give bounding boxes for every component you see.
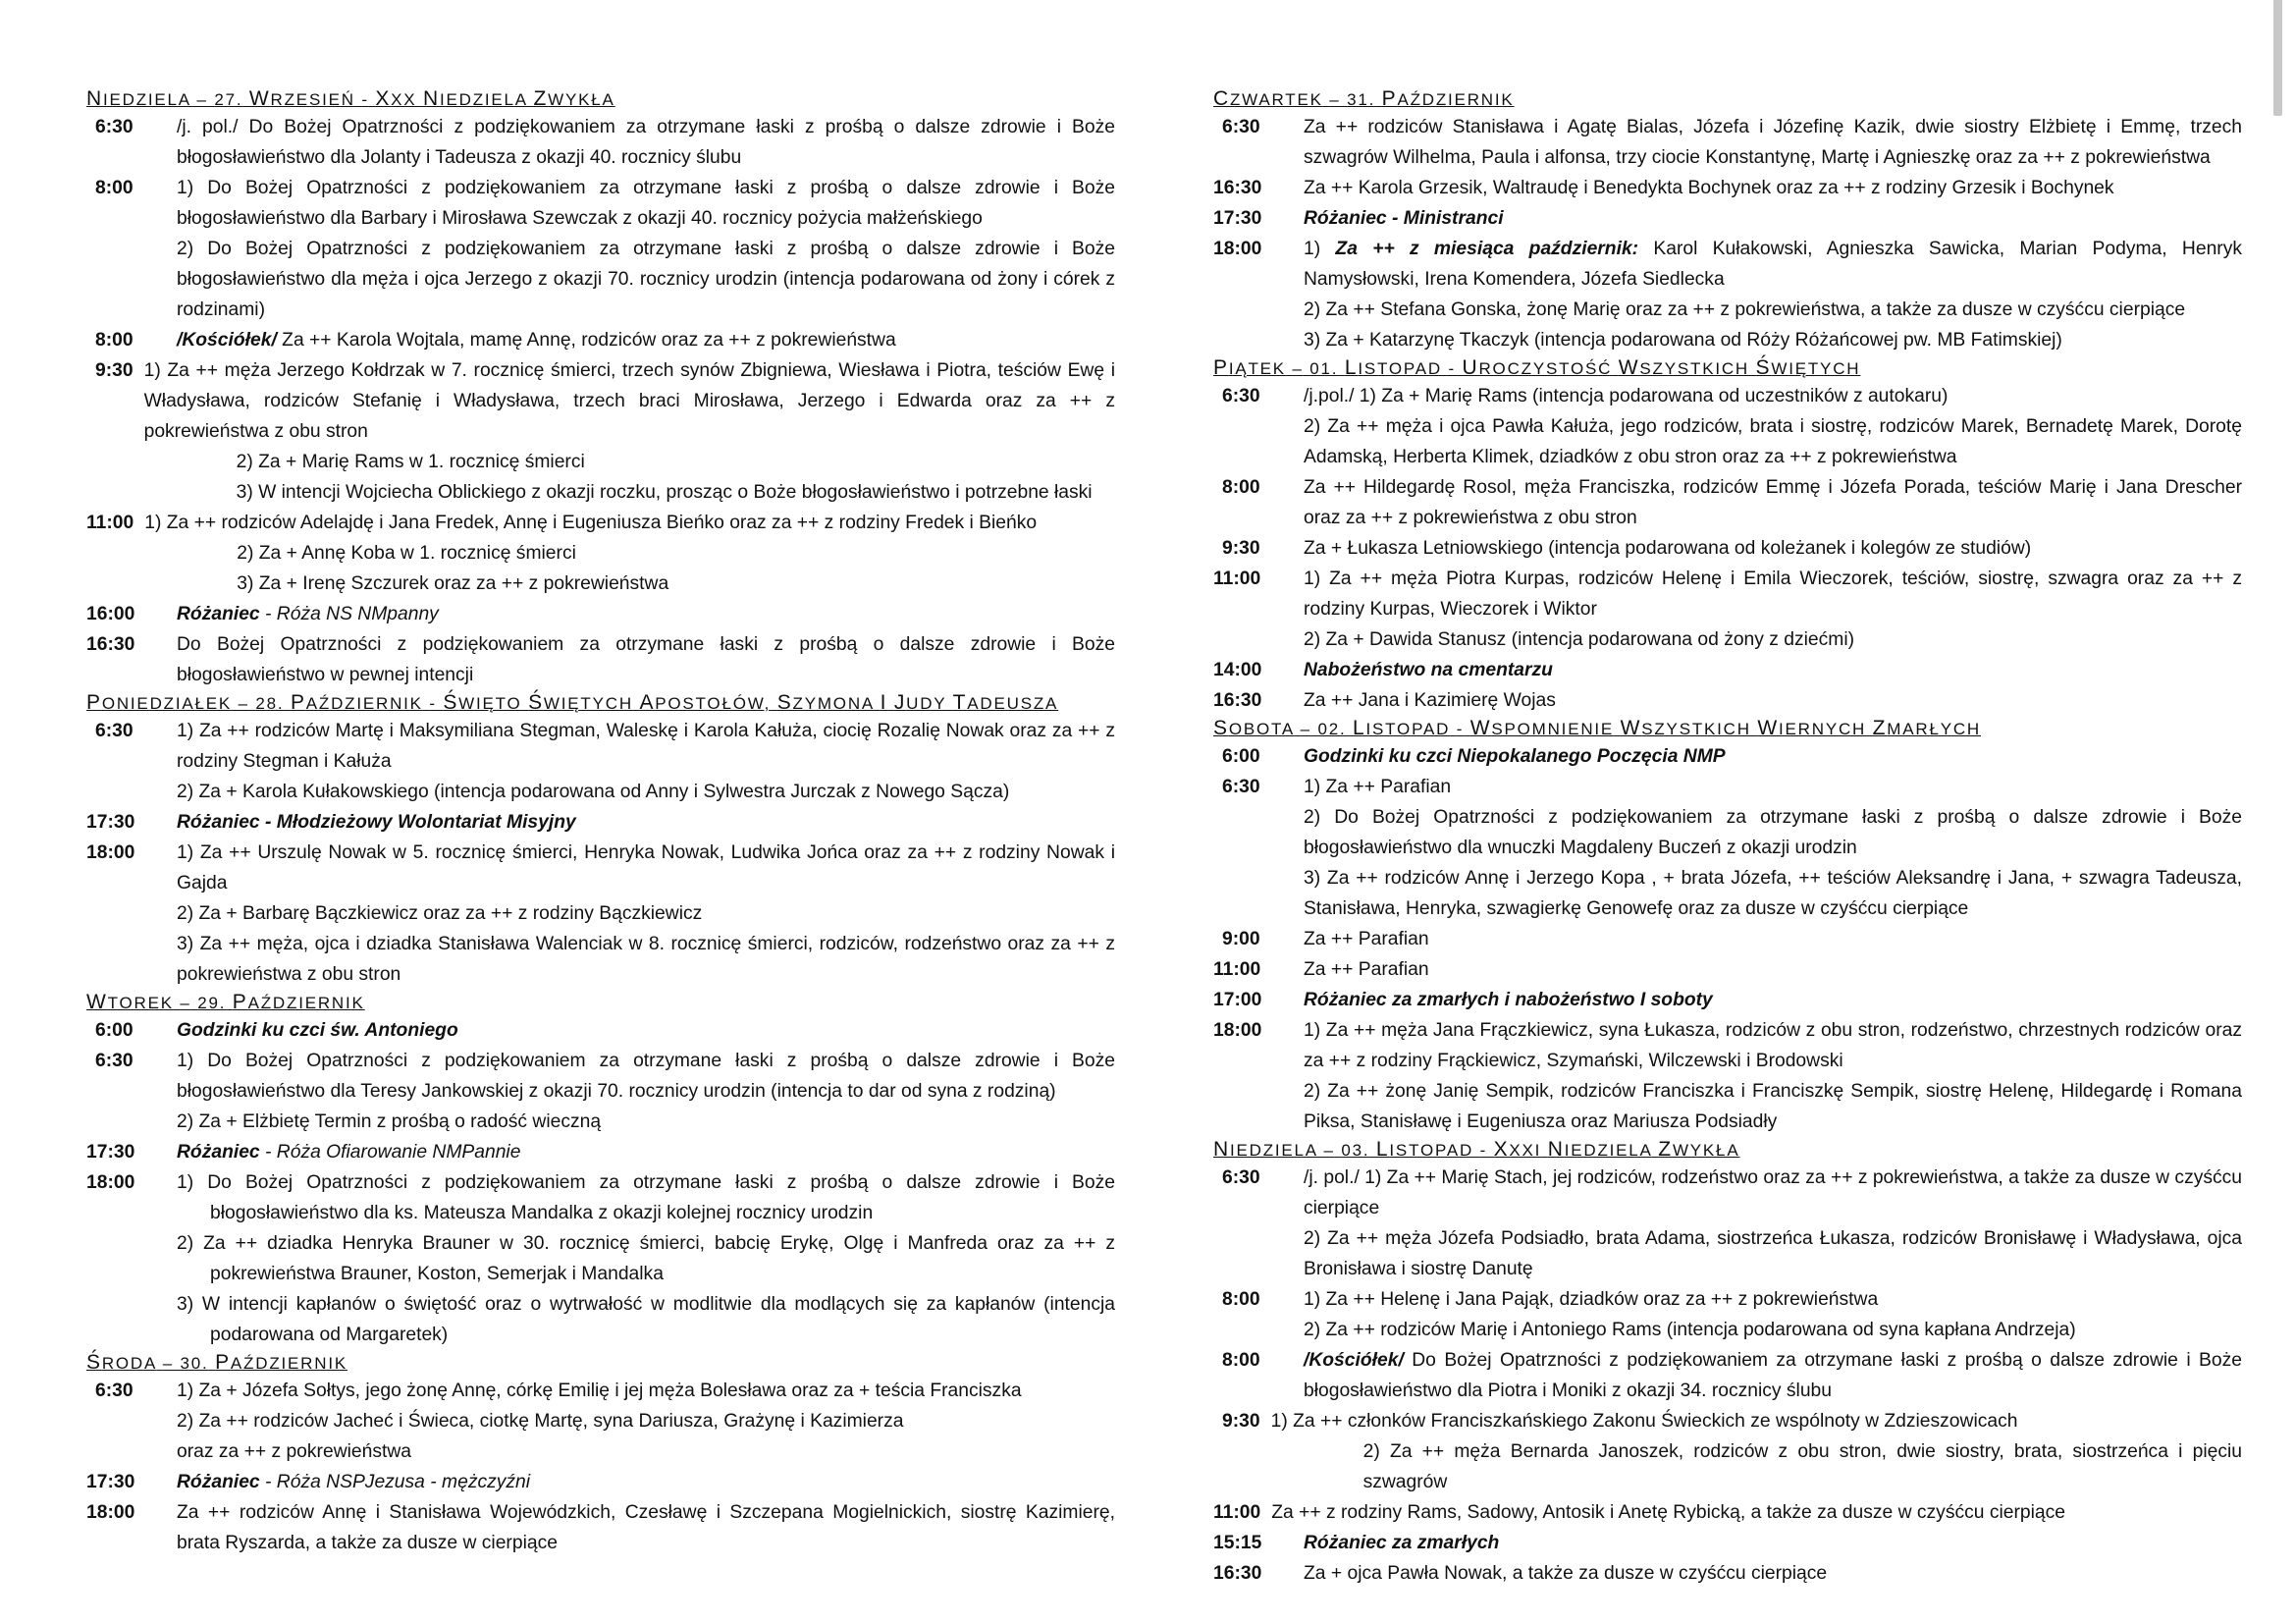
- mass-intentions: [1304, 1163, 2242, 1284]
- service-name: Różaniec - Ministranci: [1304, 208, 1504, 229]
- intention-content: Za + ojca Pawła Nowak, a także za dusze w czyśćcu cierpiące: [1304, 1563, 1828, 1584]
- header-initial: Ś: [443, 691, 459, 714]
- mass-time: 11:00: [86, 513, 134, 533]
- intention-text: [177, 1376, 1115, 1406]
- month-heading: Za ++ z miesiąca październik:: [1335, 239, 1654, 259]
- mass-time: 16:30: [1213, 1563, 1262, 1584]
- mass-entry: [1213, 741, 2242, 772]
- header-initial: N: [1213, 1138, 1230, 1161]
- mass-intentions: [144, 355, 1115, 508]
- header-initial: I: [880, 691, 888, 714]
- intention-content: 2) Za ++ męża Bernarda Janoszek, rodziców z obu stron, dwie siostry, brata, siostrzeńca i pięciu szwagrów: [1362, 1441, 2242, 1492]
- mass-entry: [86, 1015, 1115, 1046]
- service-title: [177, 1467, 1115, 1497]
- intention-content: 2) Za + Annę Koba w 1. rocznicę śmierci: [237, 543, 576, 564]
- mass-time: 9:30: [95, 360, 133, 381]
- mass-time: 6:30: [1222, 1167, 1260, 1188]
- intention-text: [144, 538, 1115, 568]
- header-initial: W: [1618, 356, 1640, 379]
- service-title: [1304, 1528, 2242, 1558]
- mass-intentions: [177, 173, 1115, 325]
- header-initial: P: [232, 991, 248, 1013]
- mass-time: 9:30: [1222, 1411, 1260, 1432]
- service-title: [1304, 741, 2242, 772]
- mass-time: 6:00: [95, 1020, 133, 1041]
- service-name: Różaniec: [177, 1472, 260, 1492]
- intention-content: Za + Łukasza Letniowskiego (intencja podarowana od koleżanek i kolegów ze studiów): [1304, 538, 2032, 559]
- header-initial: Ś: [528, 691, 544, 714]
- service-title: [177, 1137, 1115, 1167]
- mass-intentions: [1304, 472, 2242, 533]
- intention-content: 1) Za ++ rodziców Martę i Maksymiliana Stegman, Waleskę i Karola Kałuża, ciocię Rozalię Nowak oraz za ++ z rodziny Stegman i Kałuża: [177, 721, 1115, 772]
- mass-intentions: [177, 599, 1115, 629]
- header-initial: W: [86, 991, 108, 1013]
- intention-text: [177, 1497, 1115, 1558]
- intention-content: 2) Za ++ rodziców Marię i Antoniego Rams (intencja podarowana od syna kapłana Andrzeja): [1304, 1320, 2076, 1340]
- intention-text: [177, 1167, 1115, 1228]
- mass-intentions: [1271, 1497, 2242, 1528]
- mass-time: 17:00: [1213, 990, 1262, 1010]
- intention-text: [177, 898, 1115, 929]
- intention-content: 1) Za ++ członków Franciszkańskiego Zakonu Świeckich ze wspólnoty w Zdzieszowicach: [1270, 1411, 2018, 1432]
- intention-text: [1271, 1497, 2242, 1528]
- mass-intentions: [177, 1497, 1115, 1558]
- mass-intentions: [1304, 203, 2242, 234]
- mass-intentions: [144, 508, 1115, 599]
- service-name: Godzinki ku czci Niepokalanego Poczęcia NMP: [1304, 746, 1726, 767]
- mass-entry: [1213, 1015, 2242, 1137]
- mass-intentions: [177, 1167, 1115, 1350]
- intention-content: 3) Za + Irenę Szczurek oraz za ++ z pokrewieństwa: [237, 573, 669, 594]
- mass-intentions: [177, 716, 1115, 807]
- mass-entry: [1213, 1528, 2242, 1558]
- mass-entry: [1213, 112, 2242, 173]
- mass-entry: [86, 1046, 1115, 1137]
- mass-intentions: [177, 1137, 1115, 1167]
- service-title: [177, 599, 1115, 629]
- mass-entry: [86, 599, 1115, 629]
- day-header: SOBOTA – 02. LISTOPAD - WSPOMNIENIE WSZYSTKICH WIERNYCH ZMARŁYCH: [1213, 717, 1982, 739]
- header-initial: Ś: [86, 1351, 102, 1374]
- header-initial: N: [1547, 1138, 1565, 1161]
- header-initial: Z: [1658, 1138, 1673, 1161]
- header-initial: Ś: [1755, 356, 1772, 379]
- intention-content: Za ++ rodziców Annę i Stanisława Wojewódzkich, Czesławę i Szczepana Mogielnickich, siostrę Kazimierę, brata Ryszarda, a także za dusze w cierpiące: [177, 1502, 1115, 1553]
- mass-intentions: [1304, 1558, 2242, 1589]
- header-initial: P: [290, 691, 306, 714]
- mass-time: 6:00: [1222, 746, 1260, 767]
- mass-entry: [1213, 685, 2242, 716]
- mass-intentions: [177, 112, 1115, 173]
- intention-text: [1304, 802, 2242, 863]
- scrollbar[interactable]: [2273, 0, 2282, 116]
- intention-text: 1) Za ++ z miesiąca październik: Karol Kułakowski, Agnieszka Sawicka, Marian Podyma, Henryk Namysłowski, Irena Komendera, Józefa Siedlecka: [1304, 239, 2242, 290]
- intention-content: 3) Za ++ rodziców Annę i Jerzego Kopa , + brata Józefa, ++ teściów Aleksandrę i Jana, + szwagra Tadeusza, Stanisława, Henryka, szwagierkę Genowefę oraz za dusze w czyśćcu cierpiące: [1304, 868, 2242, 919]
- intention-text: [177, 1406, 1115, 1436]
- intention-text: [177, 1289, 1115, 1350]
- mass-entry: [1213, 1345, 2242, 1406]
- header-initial: U: [1462, 356, 1479, 379]
- intention-text: [177, 1436, 1115, 1467]
- service-name: Różaniec za zmarłych: [1304, 1533, 1500, 1553]
- mass-entry: [1213, 772, 2242, 924]
- day-header: NIEDZIELA – 27. WRZESIEŃ - XXX NIEDZIELA ZWYKŁA: [86, 87, 615, 110]
- mass-intentions: [1304, 1284, 2242, 1345]
- mass-time: 18:00: [86, 1502, 135, 1523]
- mass-entry: [1213, 173, 2242, 203]
- header-initial: P: [215, 1351, 231, 1374]
- intention-text: [177, 1107, 1115, 1137]
- mass-entry: [1213, 564, 2242, 655]
- mass-time: 8:00: [1222, 1289, 1260, 1310]
- intention-text: [1304, 411, 2242, 472]
- header-initial: S: [776, 691, 793, 714]
- mass-entry: [1213, 1406, 2242, 1497]
- mass-entry: [86, 807, 1115, 838]
- intention-text: [1304, 1163, 2242, 1223]
- mass-intentions: [1304, 772, 2242, 924]
- mass-intentions: [177, 1467, 1115, 1497]
- intention-content: 1) Za ++ Urszulę Nowak w 5. rocznicę śmierci, Henryka Nowak, Ludwika Jońca oraz za ++ z rodziny Nowak i Gajda: [177, 842, 1115, 893]
- intention-text: [144, 447, 1115, 477]
- intention-content: 1) Za ++ Helenę i Jana Pająk, dziadków oraz za ++ z pokrewieństwa: [1304, 1289, 1879, 1310]
- intention-text: [144, 508, 1115, 538]
- intention-text: [1304, 325, 2242, 355]
- intention-content: 3) W intencji Wojciecha Oblickiego z okazji roczku, prosząc o Boże błogosławieństwo i potrzebne łaski: [236, 482, 1093, 503]
- mass-intentions: [1304, 1345, 2242, 1406]
- intention-content: 1) Do Bożej Opatrzności z podziękowaniem za otrzymane łaski z prośbą o dalsze zdrowie i Boże błogosławieństwo dla Teresy Jankowskiej z okazji 70. rocznicy urodzin (intencja to dar od syna z rodziną): [177, 1051, 1115, 1102]
- intention-content: 2) Do Bożej Opatrzności z podziękowaniem za otrzymane łaski z prośbą o dalsze zdrowie i Boże błogosławieństwo dla męża i ojca Jerzego z okazji 70. rocznicy urodzin (intencja podarowana od żony i córek z rodzinami): [177, 239, 1115, 320]
- header-initial: L: [1344, 356, 1359, 379]
- header-initial: P: [1213, 356, 1229, 379]
- intention-text: [177, 929, 1115, 990]
- service-name: Różaniec: [177, 1142, 260, 1163]
- header-initial: Z: [533, 87, 549, 110]
- header-initial: X: [375, 87, 392, 110]
- intention-text: [1304, 472, 2242, 533]
- intention-text: [1304, 173, 2242, 203]
- mass-time: 17:30: [1213, 208, 1262, 229]
- mass-entry: [86, 508, 1115, 599]
- service-name: Różaniec - Młodzieżowy Wolontariat Misyjny: [177, 812, 576, 833]
- intention-text: [1304, 1345, 2242, 1406]
- intention-content: 1) Do Bożej Opatrzności z podziękowaniem za otrzymane łaski z prośbą o dalsze zdrowie i Boże błogosławieństwo dla Barbary i Mirosława Szewczak z okazji 40. rocznicy pożycia małżeńskiego: [177, 178, 1115, 229]
- right-column: [1213, 86, 2242, 1589]
- intention-text: [177, 325, 1115, 355]
- mass-intentions: [1304, 685, 2242, 716]
- service-detail: - Róża NSPJezusa - mężczyźni: [259, 1472, 531, 1492]
- mass-time: 18:00: [1213, 1020, 1262, 1041]
- mass-intentions: [177, 807, 1115, 838]
- intention-content: 1) Za ++ rodziców Adelajdę i Jana Fredek, Annę i Eugeniusza Bieńko oraz za ++ z rodziny Fredek i Bieńko: [144, 513, 1038, 533]
- mass-intentions: [1304, 985, 2242, 1015]
- intention-text: [144, 355, 1115, 447]
- mass-entry: [1213, 533, 2242, 564]
- intention-content: 2) Za + Barbarę Bączkiewicz oraz za ++ z rodziny Bączkiewicz: [177, 903, 703, 924]
- mass-entry: [86, 325, 1115, 355]
- intention-content: Za ++ Parafian: [1304, 959, 1429, 980]
- mass-intentions: [177, 325, 1115, 355]
- intention-content: /j.pol./ 1) Za + Marię Rams (intencja podarowana od uczestników z autokaru): [1304, 386, 1949, 406]
- intention-content: /j. pol./ 1) Za ++ Marię Stach, jej rodziców, rodzeństwo oraz za ++ z pokrewieństwa, a także za dusze w czyśćcu cierpiące: [1304, 1167, 2242, 1218]
- header-initial: S: [1213, 717, 1229, 739]
- mass-entry: [1213, 234, 2242, 355]
- header-initial: X: [1493, 1138, 1510, 1161]
- mass-entry: [86, 112, 1115, 173]
- mass-entry: [1213, 655, 2242, 685]
- intention-text: [1304, 772, 2242, 802]
- mass-intentions: [177, 1376, 1115, 1467]
- mass-entry: [86, 838, 1115, 990]
- intention-text: [177, 173, 1115, 234]
- intention-content: 1) Za ++ męża Piotra Kurpas, rodziców Helenę i Emila Wieczorek, teściów, siostrę, szwagra oraz za ++ z rodziny Kurpas, Wieczorek i Wiktor: [1304, 568, 2242, 620]
- intention-content: 2) Za ++ męża i ojca Pawła Kałuża, jego rodziców, brata i siostrę, rodziców Marek, Bernadetę Marek, Dorotę Adamską, Herberta Klimek, dziadków z obu stron oraz za ++ z pokrewieństwa: [1304, 416, 2242, 467]
- mass-intentions: [177, 838, 1115, 990]
- mass-intentions: [1304, 954, 2242, 985]
- service-detail: - Róża NS NMpanny: [259, 604, 439, 624]
- intention-text: [177, 112, 1115, 173]
- mass-intentions: [177, 1015, 1115, 1046]
- intention-content: 1) Za ++ męża Jana Frączkiewicz, syna Łukasza, rodziców z obu stron, rodzeństwo, chrzestnych rodziców oraz za ++ z rodziny Frąckiewicz, Szymański, Wilczewski i Brodowski: [1304, 1020, 2242, 1071]
- intention-text: [1304, 863, 2242, 924]
- mass-intentions: [177, 1046, 1115, 1137]
- intention-content: 2) Za + Karola Kułakowskiego (intencja podarowana od Anny i Sylwestra Jurczak z Nowego Sącza): [177, 782, 1010, 802]
- intention-text: [144, 568, 1115, 599]
- header-initial: W: [248, 87, 271, 110]
- header-initial: Z: [1872, 717, 1888, 739]
- intention-content: 3) Za + Katarzynę Tkaczyk (intencja podarowana od Róży Różańcowej pw. MB Fatimskiej): [1304, 330, 2062, 351]
- intention-content: 2) Za ++ żonę Janię Sempik, rodziców Franciszka i Franciszkę Sempik, siostrę Helenę, Hildegardę i Romana Piksa, Stanisławę i Eugeniusza oraz Mariusza Podsiadły: [1304, 1081, 2242, 1132]
- service-title: [1304, 985, 2242, 1015]
- intention-text: [177, 777, 1115, 807]
- intention-content: Do Bożej Opatrzności z podziękowaniem za otrzymane łaski z prośbą o dalsze zdrowie i Boże błogosławieństwo w pewnej intencji: [177, 634, 1115, 685]
- mass-intentions: [1304, 1015, 2242, 1137]
- intention-content: Za ++ Karola Grzesik, Waltraudę i Benedykta Bochynek oraz za ++ z rodziny Grzesik i Bochynek: [1304, 178, 2114, 198]
- intention-text: [177, 234, 1115, 325]
- left-column: [86, 86, 1115, 1558]
- intention-text: [1304, 1558, 2242, 1589]
- mass-time: 8:00: [95, 178, 133, 198]
- service-title: [177, 807, 1115, 838]
- mass-entry: [1213, 1284, 2242, 1345]
- mass-time: 8:00: [1222, 477, 1260, 498]
- intention-text: [1304, 624, 2242, 655]
- intention-content: 2) Za ++ dziadka Henryka Brauner w 30. rocznicę śmierci, babcię Erykę, Olgę i Manfreda oraz za ++ z pokrewieństwa Brauner, Koston, Semerjak i Mandalka: [177, 1233, 1115, 1284]
- intention-text: [177, 1046, 1115, 1107]
- intention-content: 3) Za ++ męża, ojca i dziadka Stanisława Walenciak w 8. rocznicę śmierci, rodziców, rodzeństwo oraz za ++ z pokrewieństwa z obu stron: [177, 934, 1115, 985]
- intention-text: [177, 716, 1115, 777]
- mass-entry: [86, 1497, 1115, 1558]
- mass-intentions: [1304, 1528, 2242, 1558]
- mass-time: 6:30: [95, 721, 133, 741]
- mass-entry: [86, 1376, 1115, 1467]
- mass-intentions: [1304, 533, 2242, 564]
- mass-entry: [1213, 924, 2242, 954]
- mass-time: 8:00: [95, 330, 133, 351]
- intention-content: 1) Za + Józefa Sołtys, jego żonę Annę, córkę Emilię i jej męża Bolesława oraz za + teścia Franciszka: [177, 1380, 1022, 1401]
- mass-entry: [1213, 1497, 2242, 1528]
- intention-content: 3) W intencji kapłanów o świętość oraz o wytrwałość w modlitwie dla modlących się za kapłanów (intencja podarowana od Margaretek): [177, 1294, 1115, 1345]
- mass-time: 17:30: [86, 1472, 135, 1492]
- mass-time: 18:00: [86, 1172, 135, 1193]
- mass-time: 16:30: [1213, 690, 1262, 711]
- header-initial: T: [952, 691, 968, 714]
- intention-content: Za ++ Karola Wojtala, mamę Annę, rodziców oraz za ++ z pokrewieństwa: [282, 330, 896, 351]
- mass-entry: [1213, 1558, 2242, 1589]
- intention-content: oraz za ++ z pokrewieństwa: [177, 1441, 411, 1462]
- intention-text: [1271, 1406, 2242, 1436]
- intention-content: 2) Za + Dawida Stanusz (intencja podarowana od żony z dziećmi): [1304, 629, 1855, 650]
- mass-time: 6:30: [1222, 777, 1260, 797]
- intention-text: [177, 629, 1115, 690]
- intention-content: 1) Za ++ Parafian: [1304, 777, 1452, 797]
- header-initial: P: [1381, 87, 1398, 110]
- intention-content: 2) Za + Marię Rams w 1. rocznicę śmierci: [236, 452, 585, 472]
- mass-entry: [1213, 203, 2242, 234]
- mass-intentions: [1304, 173, 2242, 203]
- intention-text: [1271, 1436, 2242, 1497]
- service-name: Godzinki ku czci św. Antoniego: [177, 1020, 458, 1041]
- intention-text: [144, 477, 1115, 508]
- mass-intentions: [1304, 924, 2242, 954]
- intention-content: Za ++ rodziców Stanisława i Agatę Bialas, Józefa i Józefinę Kazik, dwie siostry Elżbietę i Emmę, trzech szwagrów Wilhelma, Paula i alfonsa, trzy ciocie Konstantynę, Martę i Agnieszkę oraz za ++ z pokrewieństwa: [1304, 117, 2242, 168]
- intention-content: 2) Za ++ męża Józefa Podsiadło, brata Adama, siostrzeńca Łukasza, rodziców Bronisławę i Władysława, ojca Bronisława i siostrę Danutę: [1304, 1228, 2242, 1279]
- mass-time: 15:15: [1213, 1533, 1262, 1553]
- intention-text: [1304, 685, 2242, 716]
- mass-entry: [86, 629, 1115, 690]
- service-name: Różaniec: [177, 604, 260, 624]
- mass-entry: [1213, 985, 2242, 1015]
- day-header: PONIEDZIAŁEK – 28. PAŹDZIERNIK - ŚWIĘTO ŚWIĘTYCH APOSTOŁÓW, SZYMONA I JUDY TADEUSZA: [86, 691, 1059, 714]
- intention-text: [1304, 954, 2242, 985]
- intention-text: [177, 1228, 1115, 1289]
- intention-content: Za ++ Hildegardę Rosol, męża Franciszka, rodziców Emmę i Józefa Porada, teściów Marię i Jana Drescher oraz za ++ z pokrewieństwa z obu stron: [1304, 477, 2242, 528]
- header-initial: P: [86, 691, 102, 714]
- mass-time: 14:00: [1213, 660, 1262, 680]
- mass-entry: [1213, 954, 2242, 985]
- location-label: /Kościółek/: [177, 330, 283, 351]
- intention-text: [1304, 295, 2242, 325]
- mass-intentions: [1271, 1406, 2242, 1497]
- header-initial: N: [86, 87, 103, 110]
- intention-text: [1304, 924, 2242, 954]
- mass-entry: [86, 1467, 1115, 1497]
- mass-entry: [86, 355, 1115, 508]
- mass-entry: [1213, 381, 2242, 472]
- intention-content: /j. pol./ Do Bożej Opatrzności z podziękowaniem za otrzymane łaski z prośbą o dalsze zdrowie i Boże błogosławieństwo dla Jolanty i Tadeusza z okazji 40. rocznicy ślubu: [177, 117, 1115, 168]
- mass-intentions: [1304, 741, 2242, 772]
- intention-text: [1304, 1015, 2242, 1076]
- mass-intentions: [177, 629, 1115, 690]
- header-initial: W: [1757, 717, 1779, 739]
- intention-text: [177, 838, 1115, 898]
- mass-time: 6:30: [1222, 386, 1260, 406]
- service-title: [1304, 203, 2242, 234]
- mass-intentions: [1304, 112, 2242, 173]
- intention-text: [1304, 1315, 2242, 1345]
- mass-time: 17:30: [86, 1142, 135, 1163]
- intention-content: Za ++ Parafian: [1304, 929, 1429, 949]
- day-header: CZWARTEK – 31. PAŹDZIERNIK: [1213, 87, 1515, 110]
- mass-time: 16:00: [86, 604, 135, 624]
- intention-content: 2) Do Bożej Opatrzności z podziękowaniem za otrzymane łaski z prośbą o dalsze zdrowie i Boże błogosławieństwo dla wnuczki Magdaleny Buczeń z okazji urodzin: [1304, 807, 2242, 858]
- service-title: [1304, 655, 2242, 685]
- mass-intentions: [1304, 234, 2242, 355]
- service-name: Różaniec za zmarłych i nabożeństwo I soboty: [1304, 990, 1713, 1010]
- intention-text: [1304, 381, 2242, 411]
- header-initial: J: [893, 691, 907, 714]
- location-label: /Kościółek/: [1304, 1350, 1413, 1371]
- mass-time: 9:30: [1222, 538, 1260, 559]
- intention-content: 1) Do Bożej Opatrzności z podziękowaniem za otrzymane łaski z prośbą o dalsze zdrowie i Boże błogosławieństwo dla ks. Mateusza Mandalka z okazji kolejnej rocznicy urodzin: [177, 1172, 1115, 1223]
- intention-content: Za ++ Jana i Kazimierę Wojas: [1304, 690, 1556, 711]
- mass-time: 6:30: [95, 1380, 133, 1401]
- mass-time: 9:00: [1222, 929, 1260, 949]
- mass-intentions: [1304, 564, 2242, 655]
- service-detail: - Róża Ofiarowanie NMPannie: [259, 1142, 521, 1163]
- day-header: WTOREK – 29. PAŹDZIERNIK: [86, 991, 365, 1013]
- intention-content: 1) Za ++ męża Jerzego Kołdrzak w 7. rocznicę śmierci, trzech synów Zbigniewa, Wiesława i Piotra, teściów Ewę i Władysława, rodziców Stefanię i Władysława, trzech braci Mirosława, Jerzego i Edwarda oraz za ++ z pokrewieństwa z obu stron: [143, 360, 1115, 442]
- mass-entry: [86, 1167, 1115, 1350]
- mass-time: 8:00: [1222, 1350, 1260, 1371]
- intention-text: [1304, 1223, 2242, 1284]
- day-header: ŚRODA – 30. PAŹDZIERNIK: [86, 1351, 347, 1374]
- service-title: [177, 1015, 1115, 1046]
- header-initial: C: [1213, 87, 1230, 110]
- intention-text: [1304, 1076, 2242, 1137]
- header-initial: L: [1375, 1138, 1390, 1161]
- header-initial: W: [1469, 717, 1492, 739]
- intention-text: [1304, 1284, 2242, 1315]
- intention-text: [1304, 112, 2242, 173]
- mass-time: 11:00: [1213, 1502, 1261, 1523]
- mass-time: 18:00: [86, 842, 135, 863]
- intention-content: 2) Za ++ Stefana Gonska, żonę Marię oraz za ++ z pokrewieństwa, a także za dusze w czyśćcu cierpiące: [1304, 299, 2186, 320]
- day-header: PIĄTEK – 01. LISTOPAD - UROCZYSTOŚĆ WSZYSTKICH ŚWIĘTYCH: [1213, 356, 1861, 379]
- intention-text: [1304, 564, 2242, 624]
- mass-time: 6:30: [95, 117, 133, 137]
- mass-time: 18:00: [1213, 239, 1262, 259]
- mass-entry: [1213, 1163, 2242, 1284]
- day-header: NIEDZIELA – 03. LISTOPAD - XXXI NIEDZIELA ZWYKŁA: [1213, 1138, 1740, 1161]
- service-name: Nabożeństwo na cmentarzu: [1304, 660, 1553, 680]
- mass-time: 16:30: [1213, 178, 1262, 198]
- intention-content: Za ++ z rodziny Rams, Sadowy, Antosik i Anetę Rybicką, a także za dusze w czyśćcu cierpiące: [1271, 1502, 2065, 1523]
- intention-content: Do Bożej Opatrzności z podziękowaniem za otrzymane łaski z prośbą o dalsze zdrowie i Boże błogosławieństwo dla Piotra i Moniki z okazji 34. rocznicy ślubu: [1304, 1350, 2242, 1401]
- mass-time: 17:30: [86, 812, 135, 833]
- mass-time: 11:00: [1213, 568, 1261, 589]
- mass-time: 11:00: [1213, 959, 1261, 980]
- intention-text: [1304, 533, 2242, 564]
- intention-content: 2) Za + Elżbietę Termin z prośbą o radość wieczną: [177, 1111, 602, 1132]
- header-initial: A: [639, 691, 656, 714]
- mass-entry: [86, 716, 1115, 807]
- mass-intentions: [1304, 381, 2242, 472]
- mass-time: 6:30: [95, 1051, 133, 1071]
- mass-time: 6:30: [1222, 117, 1260, 137]
- mass-entry: [86, 173, 1115, 325]
- mass-entry: [1213, 472, 2242, 533]
- mass-time: 16:30: [86, 634, 135, 655]
- header-initial: N: [422, 87, 440, 110]
- header-initial: W: [1620, 717, 1642, 739]
- intention-content: 2) Za ++ rodziców Jacheć i Świeca, ciotkę Martę, syna Dariusza, Grażynę i Kazimierza: [177, 1411, 904, 1432]
- header-initial: L: [1353, 717, 1366, 739]
- mass-intentions: [1304, 655, 2242, 685]
- mass-entry: [86, 1137, 1115, 1167]
